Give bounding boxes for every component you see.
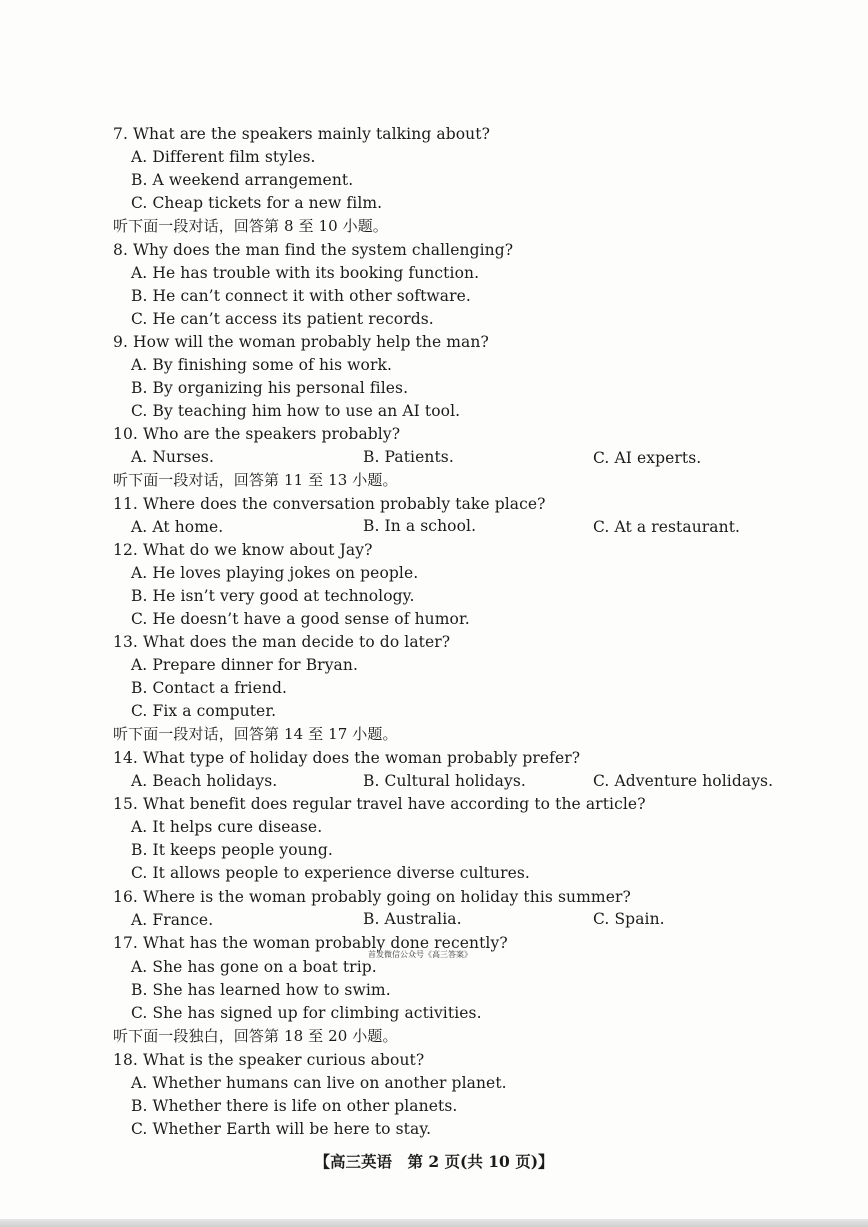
option-10b: B. Patients. bbox=[363, 448, 454, 466]
option-16c: C. Spain. bbox=[593, 910, 665, 928]
option-12b: B. He isn’t very good at technology. bbox=[131, 587, 415, 605]
option-14a: A. Beach holidays. bbox=[131, 772, 278, 790]
scan-edge bbox=[0, 1219, 868, 1227]
option-16a: A. France. bbox=[131, 911, 214, 929]
option-9c: C. By teaching him how to use an AI tool. bbox=[131, 402, 461, 420]
question-17: 17. What has the woman probably done recently? bbox=[113, 934, 508, 952]
question-12: 12. What do we know about Jay? bbox=[113, 541, 373, 559]
option-15a: A. It helps cure disease. bbox=[131, 818, 323, 836]
option-11b: B. In a school. bbox=[363, 517, 477, 535]
option-9a: A. By finishing some of his work. bbox=[131, 356, 393, 374]
question-10: 10. Who are the speakers probably? bbox=[113, 425, 401, 443]
question-9: 9. How will the woman probably help the man? bbox=[113, 333, 489, 351]
option-13a: A. Prepare dinner for Bryan. bbox=[131, 656, 358, 674]
option-17b: B. She has learned how to swim. bbox=[131, 981, 391, 999]
option-10a: A. Nurses. bbox=[131, 448, 215, 466]
section-instruction: 听下面一段对话，回答第 11 至 13 小题。 bbox=[113, 471, 398, 489]
option-8c: C. He can’t access its patient records. bbox=[131, 310, 434, 328]
option-7c: C. Cheap tickets for a new film. bbox=[131, 194, 383, 212]
option-16b: B. Australia. bbox=[363, 910, 462, 928]
option-17a: A. She has gone on a boat trip. bbox=[131, 958, 377, 976]
question-11: 11. Where does the conversation probably take place? bbox=[113, 495, 546, 513]
question-7: 7. What are the speakers mainly talking about? bbox=[113, 125, 490, 143]
question-13: 13. What does the man decide to do later? bbox=[113, 633, 451, 651]
question-8: 8. Why does the man find the system challenging? bbox=[113, 241, 514, 259]
option-18c: C. Whether Earth will be here to stay. bbox=[131, 1120, 432, 1138]
option-7a: A. Different film styles. bbox=[131, 148, 316, 166]
option-12a: A. He loves playing jokes on people. bbox=[131, 564, 419, 582]
option-11c: C. At a restaurant. bbox=[593, 518, 741, 536]
option-14c: C. Adventure holidays. bbox=[593, 772, 774, 790]
option-18a: A. Whether humans can live on another planet. bbox=[131, 1074, 507, 1092]
question-15: 15. What benefit does regular travel have according to the article? bbox=[113, 795, 646, 813]
option-13b: B. Contact a friend. bbox=[131, 679, 288, 697]
section-instruction: 听下面一段对话，回答第 8 至 10 小题。 bbox=[113, 217, 388, 235]
question-16: 16. Where is the woman probably going on holiday this summer? bbox=[113, 888, 631, 906]
question-14: 14. What type of holiday does the woman probably prefer? bbox=[113, 749, 581, 767]
option-8a: A. He has trouble with its booking function. bbox=[131, 264, 480, 282]
option-10c: C. AI experts. bbox=[593, 449, 702, 467]
option-14b: B. Cultural holidays. bbox=[363, 772, 526, 790]
option-13c: C. Fix a computer. bbox=[131, 702, 277, 720]
option-15b: B. It keeps people young. bbox=[131, 841, 333, 859]
option-12c: C. He doesn’t have a good sense of humor. bbox=[131, 610, 470, 628]
option-17c: C. She has signed up for climbing activities. bbox=[131, 1004, 482, 1022]
option-18b: B. Whether there is life on other planets. bbox=[131, 1097, 458, 1115]
option-15c: C. It allows people to experience diverse cultures. bbox=[131, 864, 530, 882]
option-11a: A. At home. bbox=[131, 518, 224, 536]
option-8b: B. He can’t connect it with other software. bbox=[131, 287, 471, 305]
watermark-text: 首发微信公众号《高三答案》 bbox=[368, 950, 472, 959]
question-18: 18. What is the speaker curious about? bbox=[113, 1051, 425, 1069]
section-instruction: 听下面一段对话，回答第 14 至 17 小题。 bbox=[113, 725, 398, 743]
option-7b: B. A weekend arrangement. bbox=[131, 171, 354, 189]
section-instruction: 听下面一段独白，回答第 18 至 20 小题。 bbox=[113, 1027, 398, 1045]
page-footer: 【高三英语 第 2 页(共 10 页)】 bbox=[314, 1152, 554, 1171]
option-9b: B. By organizing his personal files. bbox=[131, 379, 409, 397]
